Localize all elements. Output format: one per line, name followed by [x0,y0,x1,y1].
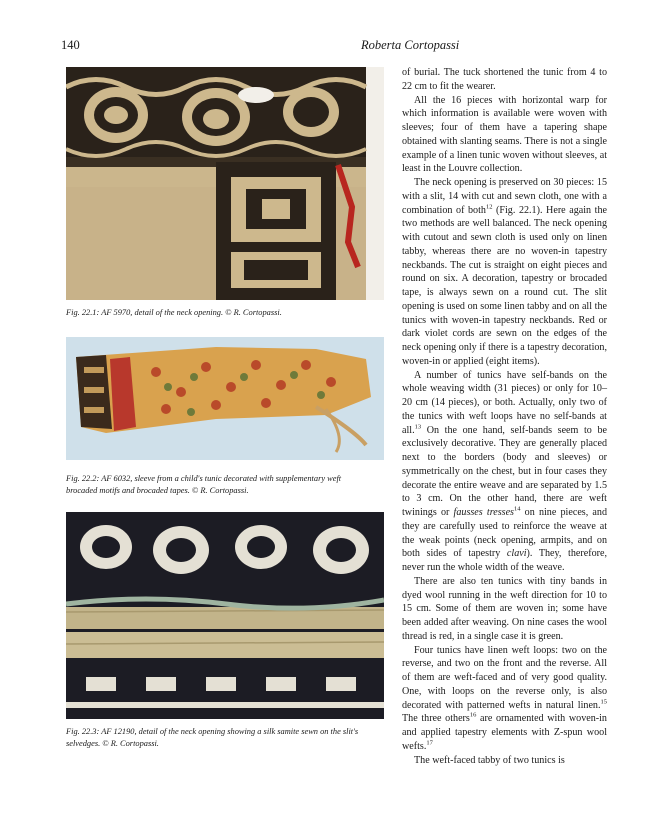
paragraph: The weft-faced tabby of two tunics is [414,754,565,766]
paragraph: The neck opening is preserved on 30 pieces: 15 with a slit, 14 with cut and sewn cloth, one with a combination of both$^{12}$ (Fig. 22.1). Here again the two methods are well balanced. The neck opening with cutout and sewn cloth is used only on linen tabby, whereas there are no woven-in tapestry neckbands. The cut is straight on eight pieces and round on six. A decoration, tapestry or brocaded tape, is always sewn on a round cut. The slit opening is used on some linen tabby and on all the tunics with woven-in tapestry neckbands. Red or dark violet cords are sewn on the edges of the neck opening only if there is a tapestry decoration, woven-in or applied (eight items). [402,177,607,367]
paragraph: Four tunics have linen weft loops: two on the reverse, and two on the front and the reverse. All of them are weft-faced and of very good quality. One, with loops on the reverse only, is also decorated with patterned wefts in natural linen.$^{15}$ The three others$^{16}$ are ornamented with woven-in and applied tapestry elements with Z-spun wool wefts.$^{17}$ [402,644,607,752]
body-text-column [402,66,607,767]
figure-22-1-caption: Fig. 22.1: AF 5970, detail of the neck opening. © R. Cortopassi. [66,308,282,317]
page-header [61,38,609,56]
figure-22-2-photo [66,337,384,460]
paragraph: A number of tunics have self-bands on the whole weaving width (31 pieces) or only for 10–20 cm (14 pieces), or both. Actually, only two of the tunics with weft loops have no self-bands at all.$^{13}$ On the one hand, self-bands seem to be exclusively decorative. They are generally placed next to the borders (body and sleeves) or symmetrically on the chest, but in four cases they decorate the entire weave and are separated by 1.5 to 3 cm. On the other hand, there are weft twinings or fausses tresses$^{14}$ on nine pieces, and they are carefully used to reinforce the weave at the weak points (neck opening, armpits, and on both sides of tapestry clavi). They, therefore, never run the whole width of the weave. [402,369,607,573]
footnote-ref[interactable]: 13 [414,423,422,431]
footnote-ref[interactable]: 15 [600,698,607,706]
footnote-ref[interactable]: 12 [485,203,493,211]
figure-22-3-caption: Fig. 22.3: AF 12190, detail of the neck opening showing a silk samite sewn on the slit's selvedges. © R. Cortopassi. [66,727,359,748]
figure-22-1-photo [66,67,384,300]
footnote-ref[interactable]: 16 [469,711,477,719]
page-number: 140 [61,38,80,52]
running-head: Roberta Cortopassi [361,38,460,52]
paragraph: of burial. The tuck shortened the tunic from 4 to 22 cm to fit the wearer. [402,67,607,92]
figure-22-2-caption: Fig. 22.2: AF 6032, sleeve from a child's tunic decorated with supplementary weft brocaded motifs and brocaded tapes. © R. Cortopassi. [66,474,342,495]
paragraph: All the 16 pieces with horizontal warp for which information is available were woven with sleeves; four of them have a tapering shape obtained with slanting seams. There is not a single example of a linen tunic woven without sleeves, at least in the Louvre collection. [402,94,607,175]
figure-22-3-photo [66,512,384,719]
paragraph: There are also ten tunics with tiny bands in dyed wool running in the weft direction for 10 to 15 cm. Some of them are woven in; some have been added after weaving. On nine cases the wool thread is red, in a single case it is green. [402,575,607,642]
footnote-ref[interactable]: 14 [514,505,521,513]
footnote-ref[interactable]: 17 [426,739,433,747]
